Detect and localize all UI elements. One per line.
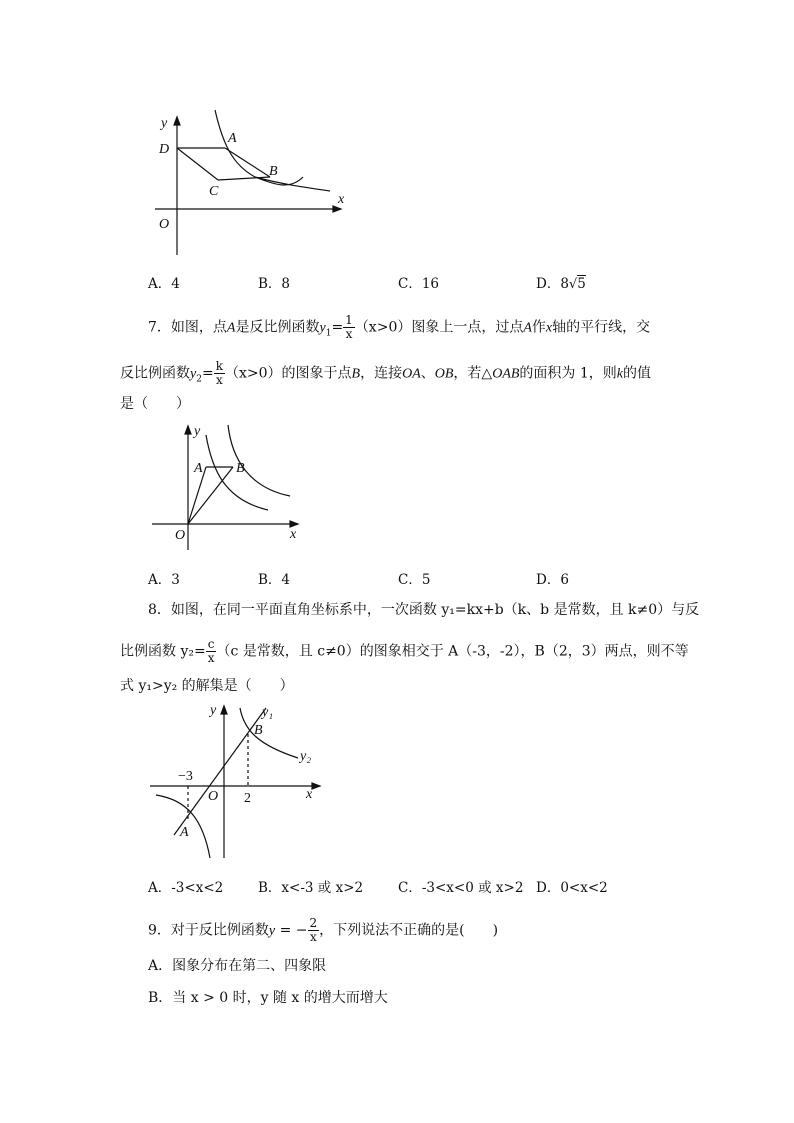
fig8-label-neg3: −3 [178,769,193,784]
fig8-label-2: 2 [244,791,251,806]
figure-q6 [145,105,365,265]
fig6-label-y: y [161,116,168,131]
q6-option-d-radicand: 5 [577,276,586,292]
q9-option-a[interactable]: A．图象分布在第二、四象限 [148,958,327,974]
q6-option-d[interactable] [536,274,586,295]
fig6-label-O: O [159,217,170,232]
fig6-label-A: A [228,131,237,146]
q8-option-d[interactable]: D．0<x<2 [536,880,608,896]
q7-option-d[interactable]: D．6 [536,572,569,588]
q8-line-2: 比例函数 y₂= $\frac{c}{x}$ （c 是常数，且 c≠0）的图象相交于 A（-3，-2），B（2，3）两点，则不等 [120,637,689,665]
q7-line-1: 7．如图，点A是反比例函数$y_1=$ $\frac{1}{x}$ （x>0）图象上一点，过点A作x轴的平行线，交 [148,313,651,341]
q7-option-b[interactable]: B．4 [258,572,291,588]
q7-option-a[interactable]: A．3 [148,572,180,588]
fig8-label-y2: y₂ [300,749,312,764]
fig7-label-y: y [194,424,201,439]
q8-option-c[interactable]: C．-3<x<0 或 x>2 [398,880,524,896]
fig7-label-O: O [175,528,186,543]
q7-line-3: 是（ ） [120,396,190,412]
fig6-label-B: B [269,164,278,179]
q7-fraction-1-over-x: $\frac{1}{x}$ [345,313,353,341]
q9-fraction-2-over-x: $\frac{2}{x}$ [309,916,318,944]
fig6-label-x: x [338,192,345,207]
q8-fraction-c-over-x: $\frac{c}{x}$ [207,637,215,665]
q9-line-1: 9．对于反比例函数y = − $\frac{2}{x}$ ，下列说法不正确的是( ) [148,916,499,944]
q7-fraction-k-over-x: $\frac{k}{x}$ [215,359,223,387]
q8-option-b[interactable]: B．x<-3 或 x>2 [258,880,364,896]
figure-q8 [148,700,328,860]
q8-line-1: 8．如图，在同一平面直角坐标系中，一次函数 y₁=kx+b（k、b 是常数，且 k≠0）与反 [148,602,700,618]
q9-option-b[interactable]: B．当 x > 0 时，y 随 x 的增大而增大 [148,990,388,1006]
figure-q7 [150,420,320,550]
q6-option-d-prefix: D．8 [536,276,569,292]
fig6-label-C: C [209,184,219,199]
fig8-label-O: O [208,789,219,804]
fig8-label-A: A [180,825,189,840]
q6-option-c[interactable]: C．16 [398,276,440,292]
fig8-label-y: y [210,703,217,718]
q7-line-2: 反比例函数$y_2=$ $\frac{k}{x}$ （x>0）的图象于点B，连接OA、OB，若△OAB的面积为 1，则k的值 [120,359,651,387]
q7-option-c[interactable]: C．5 [398,572,431,588]
fig6-label-D: D [159,142,170,157]
q8-option-a[interactable]: A．-3<x<2 [148,880,224,896]
fig7-label-x: x [290,527,297,542]
fig7-label-A: A [194,461,203,476]
fig8-label-x: x [306,787,313,802]
sqrt-symbol: √ [568,277,578,292]
fig8-label-y1: y₁ [262,705,274,720]
q8-line-3: 式 y₁>y₂ 的解集是（ ） [120,678,294,694]
fig8-label-B: B [254,723,263,738]
fig7-label-B: B [236,461,245,476]
q6-option-a[interactable]: A．4 [148,276,180,292]
q6-option-b[interactable]: B．8 [258,276,291,292]
